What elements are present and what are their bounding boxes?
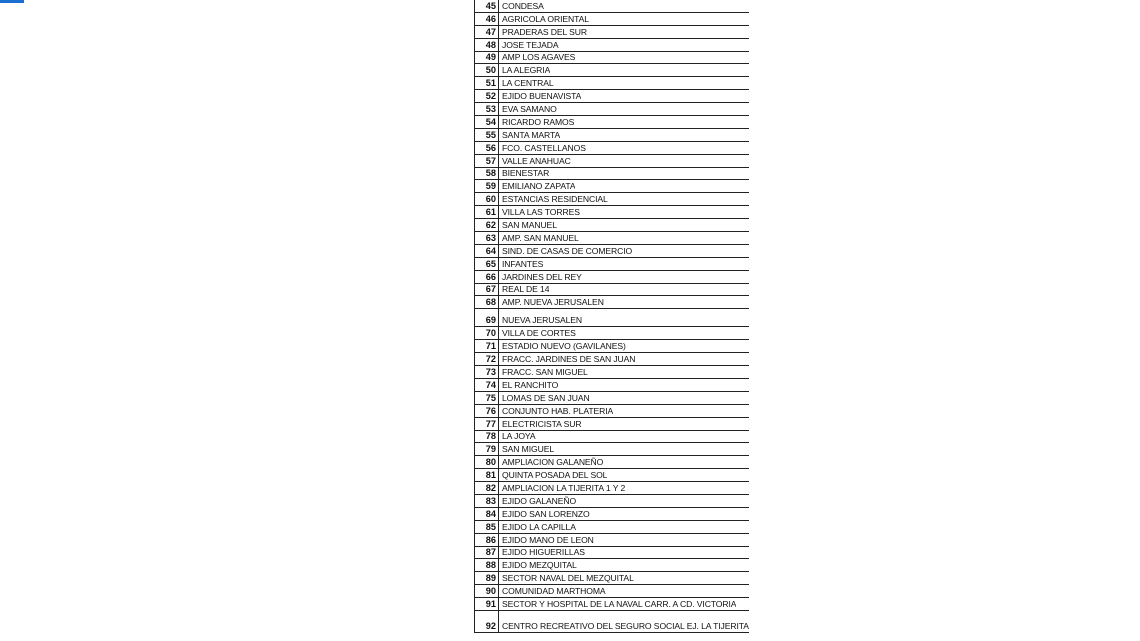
- row-name: AGRICOLA ORIENTAL: [502, 13, 589, 24]
- row-name: SECTOR Y HOSPITAL DE LA NAVAL CARR. A CD. VICTORIA: [502, 598, 737, 609]
- row-number: 51: [475, 77, 499, 89]
- table-row: [475, 155, 749, 168]
- row-name: EL RANCHITO: [502, 379, 559, 390]
- table-row: [475, 0, 749, 13]
- table-row: [475, 129, 749, 142]
- row-number: 90: [475, 585, 499, 597]
- table-row: [475, 456, 749, 469]
- table-row: [475, 258, 749, 271]
- row-number: 60: [475, 193, 499, 205]
- row-number: 91: [475, 598, 499, 610]
- row-name: AMPLIACION LA TIJERITA 1 Y 2: [502, 482, 626, 493]
- row-number: 45: [475, 0, 499, 12]
- row-name: JOSE TEJADA: [502, 39, 559, 50]
- row-name: REAL DE 14: [502, 284, 550, 295]
- row-name: RICARDO RAMOS: [502, 116, 575, 127]
- row-name: CENTRO RECREATIVO DEL SEGURO SOCIAL EJ. LA TIJERITA: [502, 620, 749, 631]
- row-name: VILLA DE CORTES: [502, 328, 576, 339]
- row-name: QUINTA POSADA DEL SOL: [502, 470, 608, 481]
- row-number: 63: [475, 232, 499, 244]
- table-row: [475, 508, 749, 521]
- row-number: 46: [475, 13, 499, 25]
- table-row: [475, 482, 749, 495]
- row-name: ESTADIO NUEVO (GAVILANES): [502, 341, 626, 352]
- table-row: [475, 142, 749, 155]
- table-row: [475, 13, 749, 26]
- row-number: 84: [475, 508, 499, 520]
- table-row: [475, 284, 749, 297]
- table-row: [475, 52, 749, 65]
- row-number: 67: [475, 284, 499, 296]
- row-number: 71: [475, 340, 499, 352]
- row-name: LA ALEGRIA: [502, 65, 551, 76]
- row-number: 77: [475, 418, 499, 430]
- row-number: 70: [475, 327, 499, 339]
- row-name: AMP. SAN MANUEL: [502, 232, 579, 243]
- row-name: INFANTES: [502, 258, 544, 269]
- table-row: [475, 77, 749, 90]
- table-row: [475, 366, 749, 379]
- table-row: [475, 90, 749, 103]
- row-number: 78: [475, 431, 499, 443]
- row-number: 79: [475, 443, 499, 455]
- row-number: 72: [475, 353, 499, 365]
- row-number: 73: [475, 366, 499, 378]
- row-name: AMP LOS AGAVES: [502, 52, 576, 63]
- table-row: [475, 219, 749, 232]
- corner-mark: [0, 0, 24, 3]
- row-name: FRACC. JARDINES DE SAN JUAN: [502, 354, 636, 365]
- table-row: [475, 559, 749, 572]
- row-number: 76: [475, 405, 499, 417]
- row-number: 62: [475, 219, 499, 231]
- row-name: SAN MIGUEL: [502, 444, 555, 455]
- table-row: [475, 26, 749, 39]
- row-name: LA CENTRAL: [502, 78, 554, 89]
- table-row: [475, 469, 749, 482]
- row-number: 48: [475, 39, 499, 51]
- table-row: [475, 327, 749, 340]
- table-row: [475, 64, 749, 77]
- row-name: AMP. NUEVA JERUSALEN: [502, 297, 604, 308]
- row-number: 57: [475, 155, 499, 167]
- row-name: EJIDO GALANEÑO: [502, 495, 577, 506]
- row-number: 75: [475, 392, 499, 404]
- row-name: EVA SAMANO: [502, 104, 557, 115]
- table-row: [475, 431, 749, 444]
- row-number: 53: [475, 103, 499, 115]
- row-number: 66: [475, 271, 499, 283]
- table-row: [475, 232, 749, 245]
- row-name: CONJUNTO HAB. PLATERIA: [502, 405, 614, 416]
- row-name: PRADERAS DEL SUR: [502, 26, 587, 37]
- row-name: EJIDO HIGUERILLAS: [502, 547, 585, 558]
- row-name: EJIDO LA CAPILLA: [502, 521, 576, 532]
- table-row: [475, 180, 749, 193]
- table-row: [475, 206, 749, 219]
- row-number: 92: [475, 611, 499, 632]
- row-number: 55: [475, 129, 499, 141]
- table-row: [475, 296, 749, 309]
- row-name: ELECTRICISTA SUR: [502, 418, 582, 429]
- colonias-list: [474, 0, 749, 633]
- table-row: [475, 168, 749, 181]
- row-number: 64: [475, 245, 499, 257]
- row-name: EJIDO SAN LORENZO: [502, 508, 590, 519]
- table-row: [475, 116, 749, 129]
- table-row: [475, 611, 749, 633]
- row-name: LA JOYA: [502, 431, 536, 442]
- row-number: 50: [475, 64, 499, 76]
- table-row: [475, 271, 749, 284]
- row-number: 65: [475, 258, 499, 270]
- row-number: 56: [475, 142, 499, 154]
- table-row: [475, 353, 749, 366]
- row-number: 82: [475, 482, 499, 494]
- row-number: 80: [475, 456, 499, 468]
- row-number: 52: [475, 90, 499, 102]
- table-row: [475, 572, 749, 585]
- table-row: [475, 103, 749, 116]
- row-number: 54: [475, 116, 499, 128]
- row-number: 61: [475, 206, 499, 218]
- table-row: [475, 418, 749, 431]
- table-row: [475, 547, 749, 560]
- row-number: 83: [475, 495, 499, 507]
- row-name: SECTOR NAVAL DEL MEZQUITAL: [502, 573, 634, 584]
- table-row: [475, 193, 749, 206]
- row-number: 47: [475, 26, 499, 38]
- table-row: [475, 39, 749, 52]
- row-number: 87: [475, 547, 499, 559]
- row-name: SANTA MARTA: [502, 129, 561, 140]
- row-name: EJIDO MANO DE LEON: [502, 534, 594, 545]
- row-name: NUEVA JERUSALEN: [502, 315, 583, 326]
- row-number: 86: [475, 534, 499, 546]
- row-name: SIND. DE CASAS DE COMERCIO: [502, 245, 633, 256]
- table-row: [475, 534, 749, 547]
- row-name: LOMAS DE SAN JUAN: [502, 392, 590, 403]
- row-number: 59: [475, 180, 499, 192]
- table-row: [475, 585, 749, 598]
- row-name: BIENESTAR: [502, 168, 550, 179]
- table-row: [475, 309, 749, 327]
- table-row: [475, 405, 749, 418]
- row-number: 81: [475, 469, 499, 481]
- table-row: [475, 379, 749, 392]
- table-row: [475, 245, 749, 258]
- row-name: EJIDO MEZQUITAL: [502, 560, 577, 571]
- table-row: [475, 340, 749, 353]
- row-number: 68: [475, 296, 499, 308]
- table-row: [475, 521, 749, 534]
- table-row: [475, 598, 749, 611]
- row-number: 58: [475, 168, 499, 180]
- row-name: AMPLIACION GALANEÑO: [502, 457, 604, 468]
- table-row: [475, 392, 749, 405]
- table-row: [475, 443, 749, 456]
- row-name: EJIDO BUENAVISTA: [502, 91, 582, 102]
- row-name: JARDINES DEL REY: [502, 271, 582, 282]
- row-name: VALLE ANAHUAC: [502, 155, 571, 166]
- row-number: 89: [475, 572, 499, 584]
- row-number: 49: [475, 52, 499, 64]
- row-name: CONDESA: [502, 0, 544, 11]
- row-number: 69: [475, 309, 499, 326]
- row-name: VILLA LAS TORRES: [502, 207, 580, 218]
- row-name: SAN MANUEL: [502, 220, 557, 231]
- row-number: 74: [475, 379, 499, 391]
- row-name: FRACC. SAN MIGUEL: [502, 366, 588, 377]
- row-name: COMUNIDAD MARTHOMA: [502, 586, 606, 597]
- row-number: 88: [475, 559, 499, 571]
- row-name: ESTANCIAS RESIDENCIAL: [502, 194, 608, 205]
- row-name: FCO. CASTELLANOS: [502, 142, 586, 153]
- row-name: EMILIANO ZAPATA: [502, 181, 576, 192]
- row-number: 85: [475, 521, 499, 533]
- table-row: [475, 495, 749, 508]
